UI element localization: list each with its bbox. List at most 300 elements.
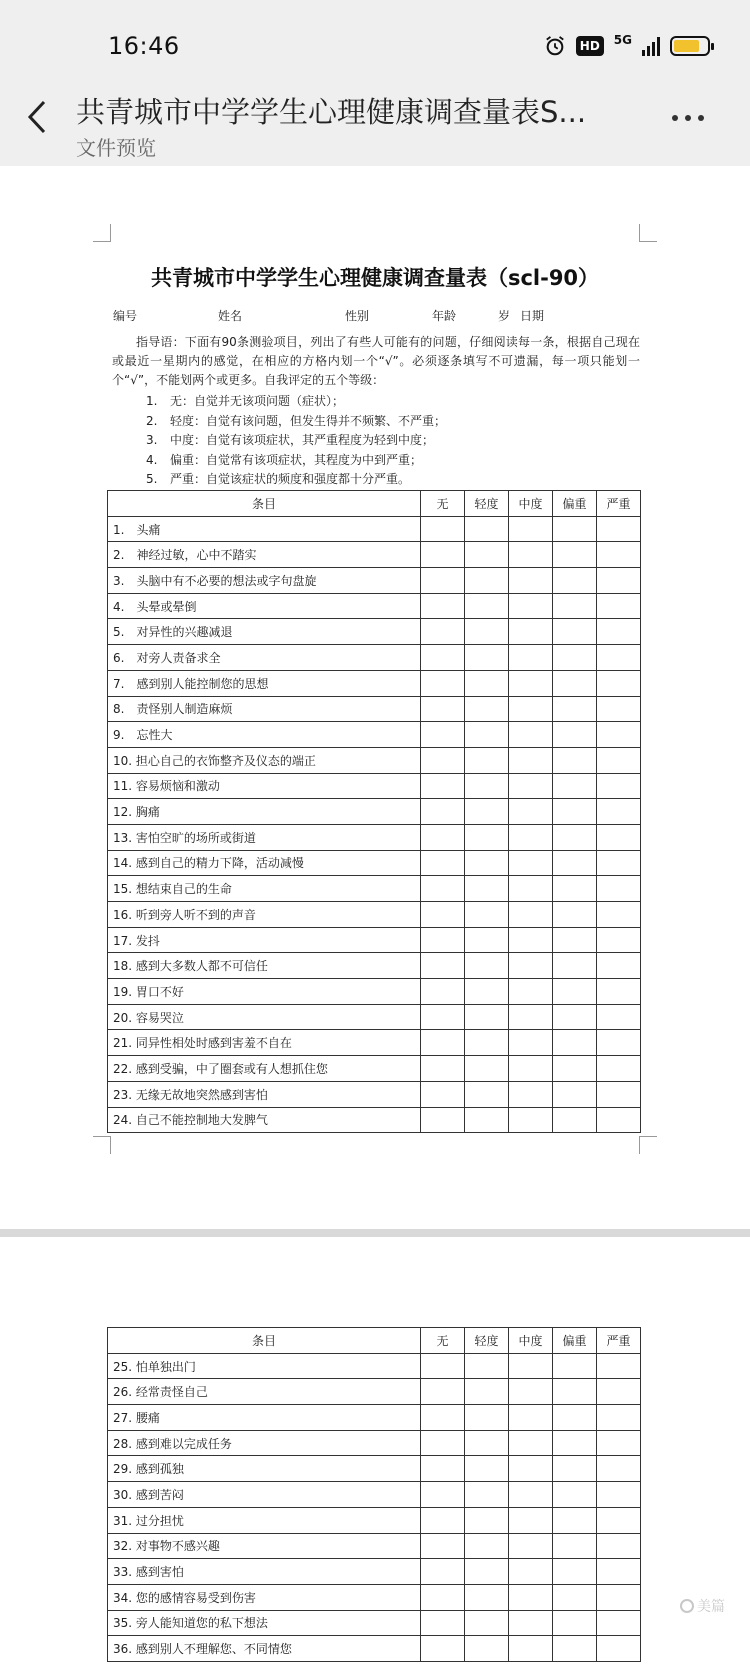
rating-cell[interactable] bbox=[597, 1056, 641, 1082]
rating-cell[interactable] bbox=[509, 516, 553, 542]
rating-cell[interactable] bbox=[553, 1353, 597, 1379]
app-title-bar bbox=[0, 86, 750, 166]
table-row bbox=[108, 773, 641, 799]
rating-cell[interactable] bbox=[509, 927, 553, 953]
rating-cell[interactable] bbox=[553, 773, 597, 799]
table-row bbox=[108, 722, 641, 748]
item-label: 12. 胸痛 bbox=[108, 799, 421, 825]
column-header: 轻度 bbox=[465, 1328, 509, 1354]
rating-cell[interactable] bbox=[421, 799, 465, 825]
rating-cell[interactable] bbox=[421, 876, 465, 902]
rating-level: 1. 无：自觉并无该项问题（症状）； bbox=[146, 394, 345, 408]
rating-cell[interactable] bbox=[597, 1610, 641, 1636]
item-label: 20. 容易哭泣 bbox=[108, 1004, 421, 1030]
respondent-info-row bbox=[0, 307, 750, 327]
column-header: 条目 bbox=[108, 491, 421, 517]
rating-cell[interactable] bbox=[421, 1507, 465, 1533]
column-header: 中度 bbox=[509, 491, 553, 517]
rating-cell[interactable] bbox=[597, 722, 641, 748]
rating-cell[interactable] bbox=[553, 876, 597, 902]
item-label: 23. 无缘无故地突然感到害怕 bbox=[108, 1081, 421, 1107]
table-row bbox=[108, 799, 641, 825]
rating-cell[interactable] bbox=[421, 979, 465, 1005]
rating-cell[interactable] bbox=[597, 1430, 641, 1456]
rating-cell[interactable] bbox=[509, 1456, 553, 1482]
rating-cell[interactable] bbox=[509, 1056, 553, 1082]
rating-cell[interactable] bbox=[421, 619, 465, 645]
rating-cell[interactable] bbox=[421, 1584, 465, 1610]
rating-cell[interactable] bbox=[465, 1533, 509, 1559]
rating-cell[interactable] bbox=[509, 902, 553, 928]
rating-level: 2. 轻度：自觉有该问题，但发生得并不频繁、不严重； bbox=[146, 413, 447, 428]
rating-cell[interactable] bbox=[465, 1559, 509, 1585]
rating-cell[interactable] bbox=[509, 1559, 553, 1585]
rating-cell[interactable] bbox=[421, 953, 465, 979]
table-row bbox=[108, 1030, 641, 1056]
file-preview-label: 文件预览 bbox=[76, 136, 156, 160]
rating-cell[interactable] bbox=[509, 568, 553, 594]
field-age: 年龄 bbox=[432, 309, 457, 323]
table-row bbox=[108, 1610, 641, 1636]
rating-cell[interactable] bbox=[597, 1533, 641, 1559]
rating-cell[interactable] bbox=[509, 1353, 553, 1379]
rating-cell[interactable] bbox=[509, 799, 553, 825]
item-label: 31. 过分担忧 bbox=[108, 1507, 421, 1533]
rating-cell[interactable] bbox=[553, 1056, 597, 1082]
rating-cell[interactable] bbox=[597, 1004, 641, 1030]
rating-cell[interactable] bbox=[509, 747, 553, 773]
item-label: 21. 同异性相处时感到害羞不自在 bbox=[108, 1030, 421, 1056]
rating-cell[interactable] bbox=[421, 542, 465, 568]
rating-cell[interactable] bbox=[597, 927, 641, 953]
more-options-icon[interactable] bbox=[672, 106, 712, 130]
rating-cell[interactable] bbox=[509, 593, 553, 619]
rating-cell[interactable] bbox=[465, 1081, 509, 1107]
item-label: 17. 发抖 bbox=[108, 927, 421, 953]
rating-cell[interactable] bbox=[553, 747, 597, 773]
item-label: 34. 您的感情容易受到伤害 bbox=[108, 1584, 421, 1610]
rating-cell[interactable] bbox=[465, 1610, 509, 1636]
rating-cell[interactable] bbox=[465, 799, 509, 825]
rating-cell[interactable] bbox=[465, 1030, 509, 1056]
rating-cell[interactable] bbox=[597, 1584, 641, 1610]
rating-cell[interactable] bbox=[597, 747, 641, 773]
rating-cell[interactable] bbox=[465, 1482, 509, 1508]
crop-mark bbox=[93, 224, 111, 242]
symptom-table-page2 bbox=[107, 1327, 641, 1662]
rating-cell[interactable] bbox=[421, 1353, 465, 1379]
rating-cell[interactable] bbox=[509, 1482, 553, 1508]
crop-mark bbox=[639, 1136, 657, 1154]
rating-cell[interactable] bbox=[597, 1636, 641, 1662]
rating-cell[interactable] bbox=[509, 953, 553, 979]
field-name: 姓名 bbox=[218, 309, 243, 323]
battery-icon bbox=[670, 36, 710, 56]
rating-cell[interactable] bbox=[421, 1056, 465, 1082]
rating-cell[interactable] bbox=[509, 722, 553, 748]
rating-cell[interactable] bbox=[597, 593, 641, 619]
rating-cell[interactable] bbox=[553, 696, 597, 722]
column-header: 中度 bbox=[509, 1328, 553, 1354]
rating-cell[interactable] bbox=[553, 927, 597, 953]
item-label: 28. 感到难以完成任务 bbox=[108, 1430, 421, 1456]
column-header: 偏重 bbox=[553, 1328, 597, 1354]
table-row bbox=[108, 1379, 641, 1405]
rating-cell[interactable] bbox=[509, 1610, 553, 1636]
item-label: 35. 旁人能知道您的私下想法 bbox=[108, 1610, 421, 1636]
rating-cell[interactable] bbox=[465, 696, 509, 722]
rating-cell[interactable] bbox=[553, 1636, 597, 1662]
table-row bbox=[108, 927, 641, 953]
rating-cell[interactable] bbox=[465, 593, 509, 619]
crop-mark bbox=[639, 224, 657, 242]
rating-cell[interactable] bbox=[509, 850, 553, 876]
rating-cell[interactable] bbox=[421, 568, 465, 594]
rating-cell[interactable] bbox=[421, 902, 465, 928]
table-row bbox=[108, 1533, 641, 1559]
rating-cell[interactable] bbox=[597, 850, 641, 876]
rating-cell[interactable] bbox=[465, 516, 509, 542]
rating-cell[interactable] bbox=[597, 1081, 641, 1107]
table-row bbox=[108, 568, 641, 594]
rating-cell[interactable] bbox=[421, 1610, 465, 1636]
item-label: 14. 感到自己的精力下降，活动减慢 bbox=[108, 850, 421, 876]
rating-cell[interactable] bbox=[465, 1107, 509, 1133]
rating-cell[interactable] bbox=[465, 927, 509, 953]
column-header: 严重 bbox=[597, 491, 641, 517]
table-row bbox=[108, 645, 641, 671]
rating-cell[interactable] bbox=[465, 953, 509, 979]
item-label: 4. 头晕或晕倒 bbox=[108, 593, 421, 619]
table-row bbox=[108, 1081, 641, 1107]
rating-cell[interactable] bbox=[553, 1610, 597, 1636]
rating-cell[interactable] bbox=[553, 1430, 597, 1456]
item-label: 6. 对旁人责备求全 bbox=[108, 645, 421, 671]
rating-cell[interactable] bbox=[465, 1379, 509, 1405]
instructions-text: 指导语：下面有90条测验项目，列出了有些人可能有的问题，仔细阅读每一条，根据自己现在或最近一星期内的感觉，在相应的方格内划一个“√”。必须逐条填写不可遗漏，每一项只能划一个“√”，不能划两个或更多。自我评定的五个等级： bbox=[112, 335, 640, 387]
rating-cell[interactable] bbox=[465, 722, 509, 748]
rating-level: 3. 中度：自觉有该项症状，其严重程度为轻到中度； bbox=[146, 433, 435, 447]
rating-cell[interactable] bbox=[597, 568, 641, 594]
table-row bbox=[108, 1405, 641, 1431]
rating-cell[interactable] bbox=[421, 645, 465, 671]
item-label: 10. 担心自己的衣饰整齐及仪态的端正 bbox=[108, 747, 421, 773]
rating-cell[interactable] bbox=[509, 1584, 553, 1610]
rating-cell[interactable] bbox=[597, 799, 641, 825]
rating-cell[interactable] bbox=[553, 979, 597, 1005]
rating-cell[interactable] bbox=[509, 1081, 553, 1107]
network-type-label: 5G bbox=[613, 33, 632, 47]
rating-cell[interactable] bbox=[465, 670, 509, 696]
rating-cell[interactable] bbox=[509, 1030, 553, 1056]
table-row bbox=[108, 850, 641, 876]
rating-cell[interactable] bbox=[553, 722, 597, 748]
back-arrow-icon[interactable] bbox=[22, 96, 52, 138]
rating-cell[interactable] bbox=[597, 1482, 641, 1508]
item-label: 9. 忘性大 bbox=[108, 722, 421, 748]
rating-cell[interactable] bbox=[509, 1004, 553, 1030]
item-label: 18. 感到大多数人都不可信任 bbox=[108, 953, 421, 979]
rating-cell[interactable] bbox=[509, 696, 553, 722]
rating-cell[interactable] bbox=[553, 799, 597, 825]
item-label: 33. 感到害怕 bbox=[108, 1559, 421, 1585]
rating-cell[interactable] bbox=[509, 1405, 553, 1431]
rating-cell[interactable] bbox=[465, 568, 509, 594]
rating-cell[interactable] bbox=[553, 593, 597, 619]
rating-cell[interactable] bbox=[509, 645, 553, 671]
table-row bbox=[108, 516, 641, 542]
rating-cell[interactable] bbox=[421, 1636, 465, 1662]
rating-cell[interactable] bbox=[597, 1107, 641, 1133]
table-row bbox=[108, 824, 641, 850]
rating-cell[interactable] bbox=[421, 927, 465, 953]
table-row bbox=[108, 1107, 641, 1133]
field-age-unit: 岁 bbox=[498, 309, 511, 323]
item-label: 27. 腰痛 bbox=[108, 1405, 421, 1431]
item-label: 3. 头脑中有不必要的想法或字句盘旋 bbox=[108, 568, 421, 594]
rating-cell[interactable] bbox=[421, 1107, 465, 1133]
rating-cell[interactable] bbox=[509, 1533, 553, 1559]
table-header-row bbox=[108, 1328, 641, 1354]
table-row bbox=[108, 1636, 641, 1662]
rating-cell[interactable] bbox=[597, 645, 641, 671]
rating-cell[interactable] bbox=[553, 670, 597, 696]
rating-cell[interactable] bbox=[465, 876, 509, 902]
rating-cell[interactable] bbox=[597, 876, 641, 902]
rating-cell[interactable] bbox=[553, 542, 597, 568]
rating-cell[interactable] bbox=[553, 1405, 597, 1431]
table-row bbox=[108, 696, 641, 722]
rating-cell[interactable] bbox=[553, 645, 597, 671]
symptom-table-page1 bbox=[107, 490, 641, 1133]
rating-cell[interactable] bbox=[553, 1379, 597, 1405]
rating-cell[interactable] bbox=[597, 1030, 641, 1056]
rating-cell[interactable] bbox=[553, 1004, 597, 1030]
table-row bbox=[108, 1559, 641, 1585]
table-row bbox=[108, 979, 641, 1005]
table-row bbox=[108, 670, 641, 696]
rating-cell[interactable] bbox=[421, 722, 465, 748]
item-label: 30. 感到苦闷 bbox=[108, 1482, 421, 1508]
rating-cell[interactable] bbox=[597, 1379, 641, 1405]
hd-icon: HD bbox=[576, 36, 604, 56]
rating-cell[interactable] bbox=[465, 1353, 509, 1379]
rating-cell[interactable] bbox=[465, 824, 509, 850]
status-bar bbox=[0, 0, 750, 86]
rating-cell[interactable] bbox=[465, 645, 509, 671]
rating-cell[interactable] bbox=[465, 1456, 509, 1482]
rating-cell[interactable] bbox=[421, 773, 465, 799]
rating-cell[interactable] bbox=[553, 1081, 597, 1107]
alarm-icon bbox=[544, 35, 566, 57]
item-label: 16. 听到旁人听不到的声音 bbox=[108, 902, 421, 928]
rating-cell[interactable] bbox=[421, 1533, 465, 1559]
rating-cell[interactable] bbox=[597, 953, 641, 979]
status-time: 16:46 bbox=[108, 32, 180, 60]
field-date: 日期 bbox=[520, 309, 545, 323]
rating-cell[interactable] bbox=[597, 696, 641, 722]
table-row bbox=[108, 1056, 641, 1082]
rating-cell[interactable] bbox=[553, 850, 597, 876]
rating-cell[interactable] bbox=[421, 670, 465, 696]
rating-cell[interactable] bbox=[597, 619, 641, 645]
table-row bbox=[108, 1430, 641, 1456]
rating-cell[interactable] bbox=[553, 1507, 597, 1533]
rating-cell[interactable] bbox=[421, 1430, 465, 1456]
watermark: 美篇 bbox=[680, 1596, 725, 1616]
rating-cell[interactable] bbox=[597, 542, 641, 568]
column-header: 严重 bbox=[597, 1328, 641, 1354]
table-row bbox=[108, 619, 641, 645]
item-label: 22. 感到受骗，中了圈套或有人想抓住您 bbox=[108, 1056, 421, 1082]
table-row bbox=[108, 876, 641, 902]
rating-cell[interactable] bbox=[465, 1405, 509, 1431]
crop-mark bbox=[93, 1136, 111, 1154]
item-label: 36. 感到别人不理解您、不同情您 bbox=[108, 1636, 421, 1662]
item-label: 25. 怕单独出门 bbox=[108, 1353, 421, 1379]
rating-cell[interactable] bbox=[465, 1507, 509, 1533]
rating-cell[interactable] bbox=[421, 747, 465, 773]
rating-cell[interactable] bbox=[553, 1533, 597, 1559]
rating-cell[interactable] bbox=[421, 1030, 465, 1056]
rating-cell[interactable] bbox=[509, 979, 553, 1005]
rating-cell[interactable] bbox=[465, 1056, 509, 1082]
item-label: 11. 容易烦恼和激动 bbox=[108, 773, 421, 799]
rating-cell[interactable] bbox=[421, 516, 465, 542]
rating-cell[interactable] bbox=[597, 1507, 641, 1533]
rating-cell[interactable] bbox=[509, 670, 553, 696]
table-row bbox=[108, 1482, 641, 1508]
item-label: 1. 头痛 bbox=[108, 516, 421, 542]
rating-cell[interactable] bbox=[421, 696, 465, 722]
rating-cell[interactable] bbox=[553, 1559, 597, 1585]
rating-cell[interactable] bbox=[553, 902, 597, 928]
rating-cell[interactable] bbox=[421, 850, 465, 876]
rating-cell[interactable] bbox=[421, 1405, 465, 1431]
rating-cell[interactable] bbox=[465, 1430, 509, 1456]
document-title: 共青城市中学学生心理健康调查量表S... bbox=[76, 95, 587, 129]
rating-cell[interactable] bbox=[597, 773, 641, 799]
scl90-title: 共青城市中学学生心理健康调查量表（scl-90） bbox=[150, 266, 600, 290]
rating-cell[interactable] bbox=[421, 1482, 465, 1508]
rating-cell[interactable] bbox=[465, 1636, 509, 1662]
column-header: 无 bbox=[421, 1328, 465, 1354]
item-label: 7. 感到别人能控制您的思想 bbox=[108, 670, 421, 696]
rating-cell[interactable] bbox=[509, 773, 553, 799]
rating-cell[interactable] bbox=[509, 1379, 553, 1405]
rating-levels-list bbox=[146, 392, 446, 490]
item-label: 15. 想结束自己的生命 bbox=[108, 876, 421, 902]
rating-cell[interactable] bbox=[553, 1584, 597, 1610]
rating-cell[interactable] bbox=[597, 1559, 641, 1585]
rating-cell[interactable] bbox=[553, 1456, 597, 1482]
rating-cell[interactable] bbox=[465, 979, 509, 1005]
table-row bbox=[108, 1353, 641, 1379]
table-row bbox=[108, 1004, 641, 1030]
signal-icon bbox=[642, 36, 660, 56]
item-label: 26. 经常责怪自己 bbox=[108, 1379, 421, 1405]
rating-cell[interactable] bbox=[509, 824, 553, 850]
rating-cell[interactable] bbox=[421, 824, 465, 850]
rating-cell[interactable] bbox=[465, 1004, 509, 1030]
rating-cell[interactable] bbox=[597, 1353, 641, 1379]
item-label: 2. 神经过敏，心中不踏实 bbox=[108, 542, 421, 568]
rating-cell[interactable] bbox=[509, 1507, 553, 1533]
item-label: 8. 责怪别人制造麻烦 bbox=[108, 696, 421, 722]
rating-cell[interactable] bbox=[421, 1081, 465, 1107]
rating-cell[interactable] bbox=[553, 953, 597, 979]
rating-cell[interactable] bbox=[465, 619, 509, 645]
rating-cell[interactable] bbox=[597, 1405, 641, 1431]
table-row bbox=[108, 1456, 641, 1482]
table-row bbox=[108, 953, 641, 979]
column-header: 轻度 bbox=[465, 491, 509, 517]
rating-cell[interactable] bbox=[465, 747, 509, 773]
rating-cell[interactable] bbox=[509, 542, 553, 568]
rating-cell[interactable] bbox=[553, 1030, 597, 1056]
column-header: 无 bbox=[421, 491, 465, 517]
table-row bbox=[108, 747, 641, 773]
rating-cell[interactable] bbox=[597, 670, 641, 696]
rating-cell[interactable] bbox=[597, 1456, 641, 1482]
rating-cell[interactable] bbox=[553, 619, 597, 645]
field-gender: 性别 bbox=[345, 309, 370, 323]
rating-cell[interactable] bbox=[509, 1430, 553, 1456]
table-row bbox=[108, 1507, 641, 1533]
table-row bbox=[108, 542, 641, 568]
item-label: 13. 害怕空旷的场所或街道 bbox=[108, 824, 421, 850]
rating-cell[interactable] bbox=[553, 1107, 597, 1133]
rating-cell[interactable] bbox=[553, 824, 597, 850]
watermark-logo-icon bbox=[680, 1599, 694, 1613]
rating-cell[interactable] bbox=[509, 1636, 553, 1662]
column-header: 偏重 bbox=[553, 491, 597, 517]
rating-cell[interactable] bbox=[553, 516, 597, 542]
rating-cell[interactable] bbox=[421, 1456, 465, 1482]
table-header-row bbox=[108, 491, 641, 517]
rating-cell[interactable] bbox=[509, 619, 553, 645]
table-row bbox=[108, 593, 641, 619]
table-row bbox=[108, 1584, 641, 1610]
column-header: 条目 bbox=[108, 1328, 421, 1354]
status-icons bbox=[544, 32, 710, 60]
rating-cell[interactable] bbox=[465, 850, 509, 876]
rating-cell[interactable] bbox=[509, 1107, 553, 1133]
item-label: 5. 对异性的兴趣减退 bbox=[108, 619, 421, 645]
rating-cell[interactable] bbox=[421, 1379, 465, 1405]
rating-cell[interactable] bbox=[465, 902, 509, 928]
rating-cell[interactable] bbox=[553, 568, 597, 594]
item-label: 24. 自己不能控制地大发脾气 bbox=[108, 1107, 421, 1133]
rating-cell[interactable] bbox=[597, 824, 641, 850]
rating-cell[interactable] bbox=[421, 1559, 465, 1585]
page-separator bbox=[0, 1229, 750, 1237]
rating-cell[interactable] bbox=[465, 1584, 509, 1610]
rating-cell[interactable] bbox=[465, 773, 509, 799]
table-row bbox=[108, 902, 641, 928]
item-label: 32. 对事物不感兴趣 bbox=[108, 1533, 421, 1559]
rating-cell[interactable] bbox=[465, 542, 509, 568]
rating-cell[interactable] bbox=[421, 593, 465, 619]
rating-cell[interactable] bbox=[509, 876, 553, 902]
item-label: 29. 感到孤独 bbox=[108, 1456, 421, 1482]
rating-cell[interactable] bbox=[597, 516, 641, 542]
rating-cell[interactable] bbox=[553, 1482, 597, 1508]
rating-cell[interactable] bbox=[421, 1004, 465, 1030]
rating-cell[interactable] bbox=[597, 902, 641, 928]
item-label: 19. 胃口不好 bbox=[108, 979, 421, 1005]
rating-cell[interactable] bbox=[597, 979, 641, 1005]
